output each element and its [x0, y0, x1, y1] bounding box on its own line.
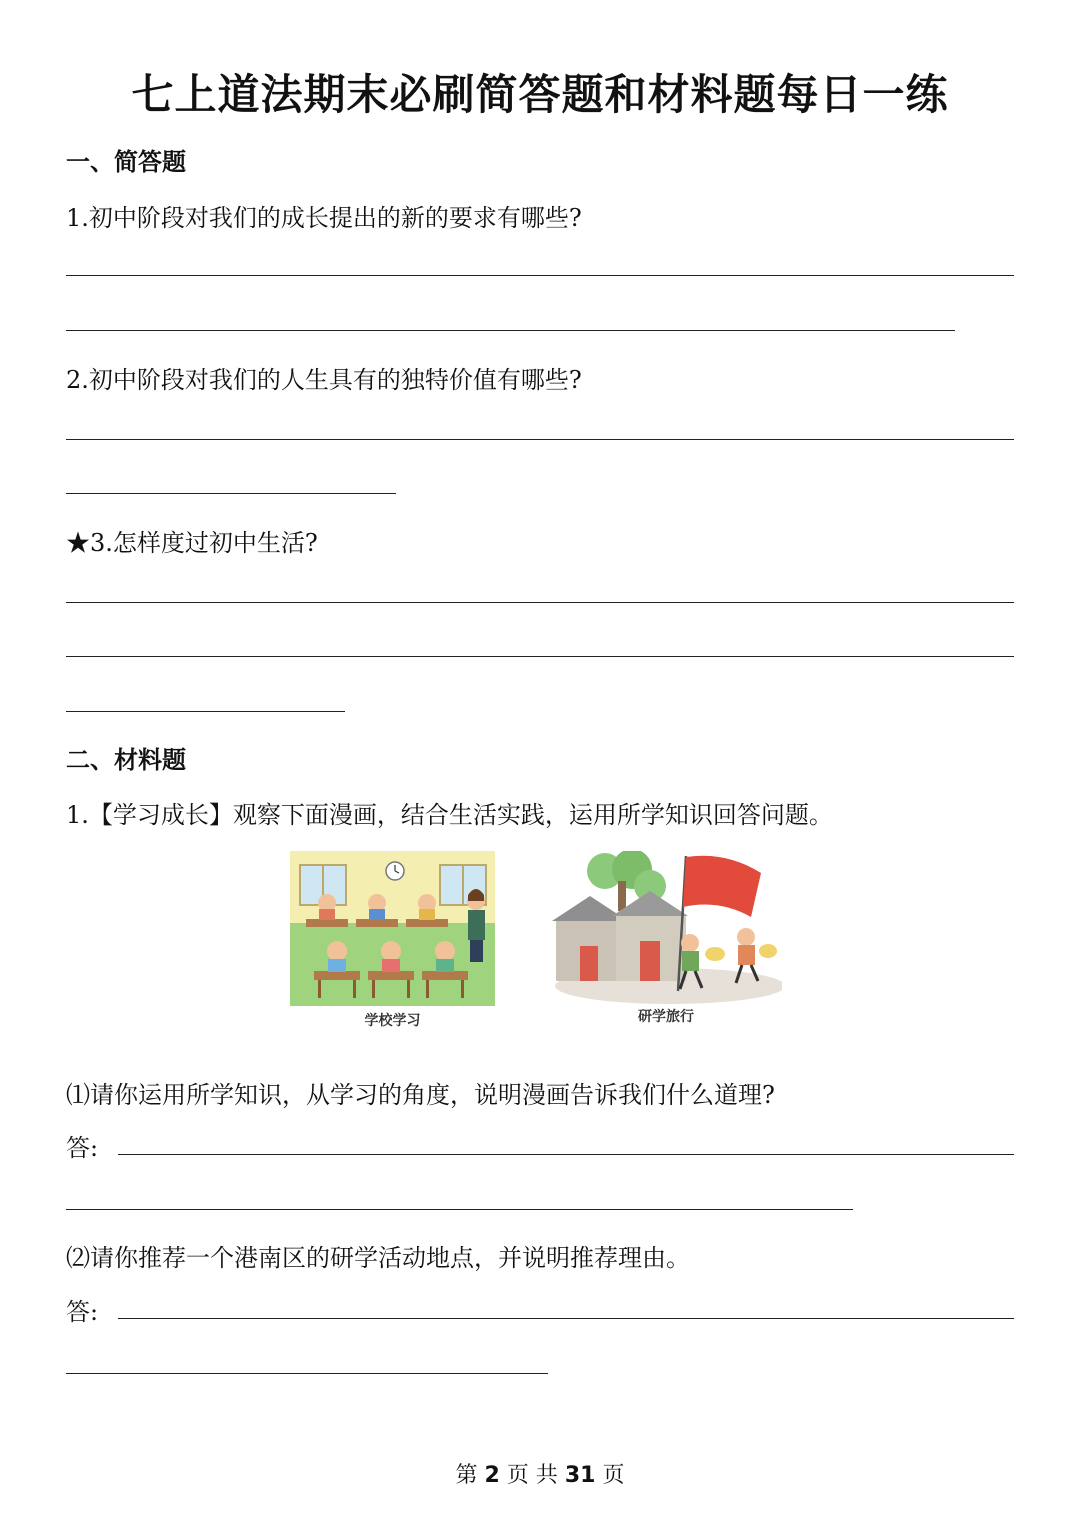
material-question-1: 1.【学习成长】观察下面漫画，结合生活实践，运用所学知识回答问题。	[66, 801, 833, 829]
figure-caption: 研学旅行	[638, 1009, 694, 1025]
answer-line	[66, 1209, 853, 1210]
current-page-number: 2	[484, 1463, 500, 1488]
classroom-cartoon-icon	[290, 851, 495, 1006]
answer-label: 答:	[66, 1298, 99, 1326]
footer-suffix: 页	[602, 1463, 625, 1488]
footer-prefix: 第	[455, 1463, 478, 1488]
section-heading-material: 二、材料题	[66, 746, 186, 774]
answer-line	[66, 275, 1014, 276]
answer-line	[66, 330, 955, 331]
section-heading-short-answer: 一、简答题	[66, 148, 186, 176]
sub-question-1: ⑴请你运用所学知识，从学习的角度，说明漫画告诉我们什么道理?	[66, 1081, 775, 1109]
answer-line	[118, 1154, 1014, 1155]
answer-line	[66, 1373, 548, 1374]
answer-line	[66, 656, 1014, 657]
question-2: 2.初中阶段对我们的人生具有的独特价值有哪些?	[66, 366, 582, 394]
figure-caption: 学校学习	[364, 1013, 421, 1029]
footer-middle: 页 共	[506, 1463, 558, 1488]
study-trip-cartoon-icon	[550, 851, 782, 1006]
answer-line	[118, 1318, 1014, 1319]
answer-line	[66, 493, 396, 494]
page-title: 七上道法期末必刷简答题和材料题每日一练	[131, 70, 949, 119]
sub-question-2: ⑵请你推荐一个港南区的研学活动地点，并说明推荐理由。	[66, 1244, 690, 1272]
answer-line	[66, 602, 1014, 603]
total-page-number: 31	[564, 1463, 596, 1488]
answer-label: 答:	[66, 1134, 99, 1162]
question-3: ★3.怎样度过初中生活?	[66, 529, 318, 557]
answer-line	[66, 711, 345, 712]
answer-line	[66, 439, 1014, 440]
page-footer	[0, 1458, 1080, 1489]
question-1: 1.初中阶段对我们的成长提出的新的要求有哪些?	[66, 204, 582, 232]
